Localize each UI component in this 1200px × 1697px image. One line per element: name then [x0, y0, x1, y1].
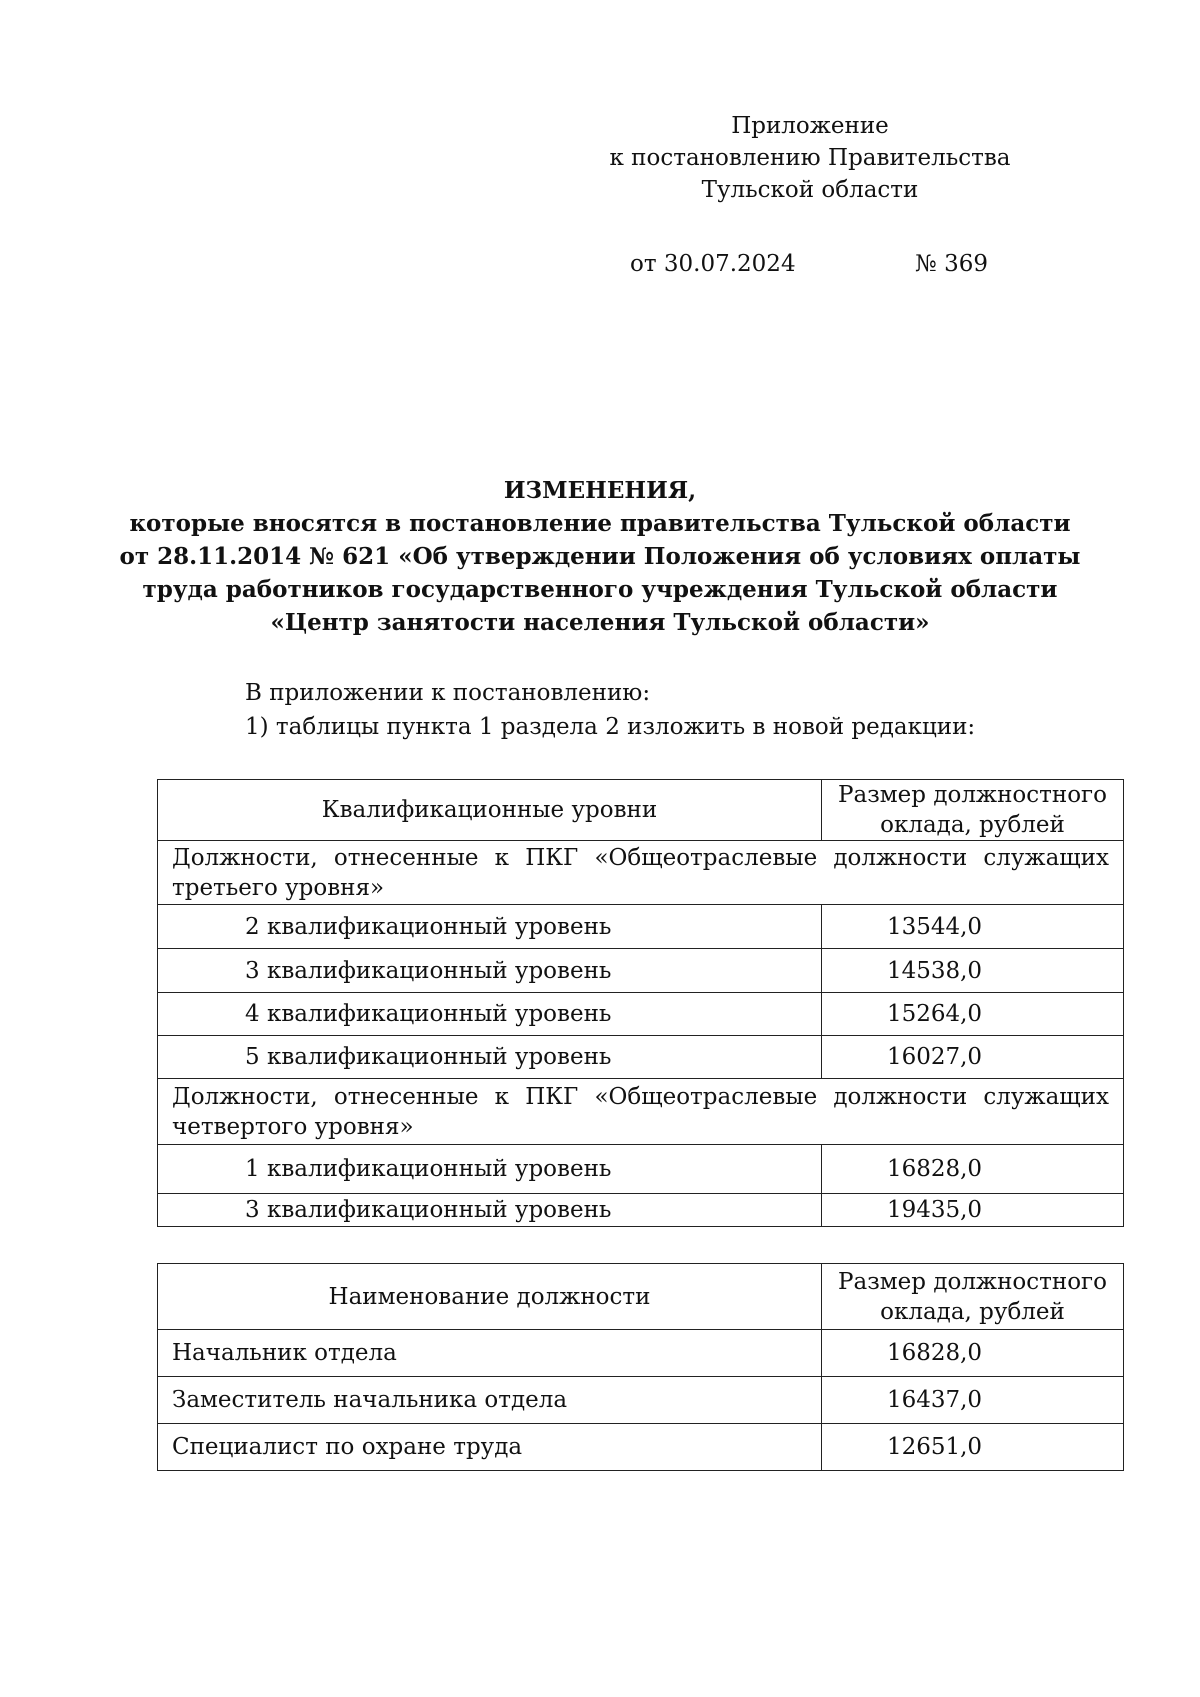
qualification-levels-table — [157, 779, 1124, 1227]
appendix-line-1: Приложение — [731, 113, 889, 139]
group-fourth-level-line-2: четвертого уровня» — [172, 1113, 414, 1140]
header-salary — [822, 780, 1124, 841]
salary-value: 19435,0 — [822, 1194, 1124, 1227]
title-line-4: труда работников государственного учреждения Тульской области — [142, 576, 1058, 603]
salary-value: 16828,0 — [822, 1145, 1124, 1194]
table-row — [158, 1036, 1124, 1079]
title-line-5: «Центр занятости населения Тульской области» — [270, 609, 930, 636]
header-salary-line-2: оклада, рублей — [880, 1298, 1065, 1325]
appendix-dateline — [630, 248, 1010, 280]
title-line-1: ИЗМЕНЕНИЯ, — [503, 477, 697, 504]
qualification-level: 1 квалификационный уровень — [158, 1145, 822, 1194]
table-row — [158, 1330, 1124, 1377]
header-salary-line-1: Размер должностного — [838, 782, 1107, 808]
header-qualification-levels: Квалификационные уровни — [158, 780, 822, 841]
qualification-level: 3 квалификационный уровень — [158, 949, 822, 993]
position-name: Заместитель начальника отдела — [158, 1377, 822, 1424]
header-salary — [822, 1264, 1124, 1330]
intro-line-1: В приложении к постановлению: — [245, 680, 651, 706]
salary-value: 13544,0 — [822, 905, 1124, 949]
group-row — [158, 1079, 1124, 1145]
group-third-level-line-1: Должности, отнесенные к ПКГ «Общеотраслевые должности служащих — [172, 844, 1109, 871]
appendix-number: № 369 — [915, 251, 988, 277]
position-name: Начальник отдела — [158, 1330, 822, 1377]
document-title — [100, 474, 1100, 639]
appendix-line-3: Тульской области — [701, 177, 919, 203]
header-salary-line-1: Размер должностного — [838, 1268, 1107, 1295]
header-position-name: Наименование должности — [158, 1264, 822, 1330]
intro-line-2: 1) таблицы пункта 1 раздела 2 изложить в новой редакции: — [245, 714, 976, 740]
group-third-level-line-2: третьего уровня» — [172, 874, 385, 901]
salary-value: 14538,0 — [822, 949, 1124, 993]
intro-text — [245, 676, 1105, 744]
table-row — [158, 993, 1124, 1036]
group-fourth-level — [158, 1079, 1124, 1145]
qualification-level: 4 квалификационный уровень — [158, 993, 822, 1036]
position-name: Специалист по охране труда — [158, 1424, 822, 1471]
table-row — [158, 1377, 1124, 1424]
table-row — [158, 1145, 1124, 1194]
salary-value: 12651,0 — [822, 1424, 1124, 1471]
table-row — [158, 1194, 1124, 1227]
salary-value: 16027,0 — [822, 1036, 1124, 1079]
table-row — [158, 949, 1124, 993]
qualification-level: 5 квалификационный уровень — [158, 1036, 822, 1079]
group-fourth-level-line-1: Должности, отнесенные к ПКГ «Общеотраслевые должности служащих — [172, 1083, 1109, 1110]
table-row — [158, 905, 1124, 949]
title-line-3: от 28.11.2014 № 621 «Об утверждении Положения об условиях оплаты — [119, 543, 1081, 570]
salary-value: 15264,0 — [822, 993, 1124, 1036]
table-row — [158, 1424, 1124, 1471]
header-salary-line-2: оклада, рублей — [880, 812, 1065, 838]
salary-value: 16437,0 — [822, 1377, 1124, 1424]
appendix-date: от 30.07.2024 — [630, 251, 796, 277]
title-line-2: которые вносятся в постановление правительства Тульской области — [129, 510, 1071, 537]
appendix-line-2: к постановлению Правительства — [609, 145, 1011, 171]
appendix-block — [600, 110, 1020, 206]
table-header-row — [158, 780, 1124, 841]
salary-value: 16828,0 — [822, 1330, 1124, 1377]
qualification-level: 2 квалификационный уровень — [158, 905, 822, 949]
group-row — [158, 841, 1124, 905]
qualification-level: 3 квалификационный уровень — [158, 1194, 822, 1227]
group-third-level — [158, 841, 1124, 905]
positions-table — [157, 1263, 1124, 1471]
table-header-row — [158, 1264, 1124, 1330]
